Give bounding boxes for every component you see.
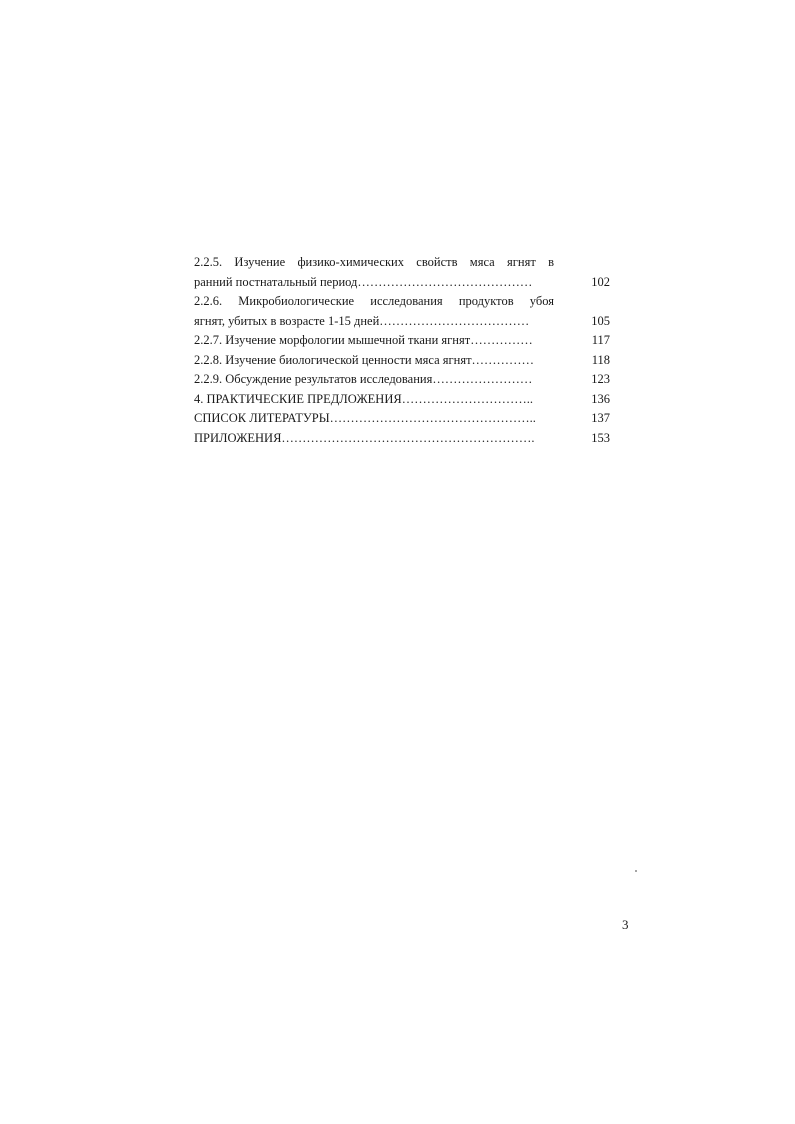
toc-entry-title: ПРИЛОЖЕНИЯ……………………………………………………. [194,430,535,445]
toc-page-number: 123 [591,372,610,386]
toc-entry-title-line2: ранний постнатальный период…………………………………… [194,274,533,289]
toc-entry-practical-proposals [194,390,610,410]
toc-entry-title-line2: ягнят, убитых в возрасте 1-15 дней……………………………… [194,313,530,328]
table-of-contents [194,253,610,448]
toc-entry-2-2-9 [194,370,610,390]
toc-entry-title: 2.2.9. Обсуждение результатов исследования…………………… [194,372,533,386]
toc-page-number: 117 [591,333,610,347]
scan-speck [635,870,637,872]
toc-entry-title-line1: 2.2.6. Микробиологические исследования продуктов убоя [194,294,554,308]
toc-entry-appendices [194,429,610,449]
toc-page-number: 102 [591,274,610,289]
toc-entry-2-2-6 [194,292,610,331]
toc-entry-title: СПИСОК ЛИТЕРАТУРЫ………………………………………….. [194,411,536,425]
toc-entry-title: 2.2.7. Изучение морфологии мышечной ткани ягнят…………… [194,333,533,347]
toc-page-number: 105 [591,313,610,328]
toc-entry-title-line1: 2.2.5. Изучение физико-химических свойств мяса ягнят в [194,255,554,269]
toc-entry-title: 2.2.8. Изучение биологической ценности мяса ягнят…………… [194,352,535,367]
toc-page-number: 118 [591,352,610,367]
toc-entry-title: 4. ПРАКТИЧЕСКИЕ ПРЕДЛОЖЕНИЯ………………………….. [194,391,533,406]
toc-entry-2-2-7 [194,331,610,351]
toc-entry-2-2-8 [194,351,610,371]
toc-entry-references [194,409,610,429]
toc-page-number: 153 [591,430,610,445]
toc-entry-2-2-5 [194,253,610,292]
page-number: 3 [622,917,629,932]
toc-page-number: 137 [591,411,610,425]
toc-page-number: 136 [591,391,610,406]
